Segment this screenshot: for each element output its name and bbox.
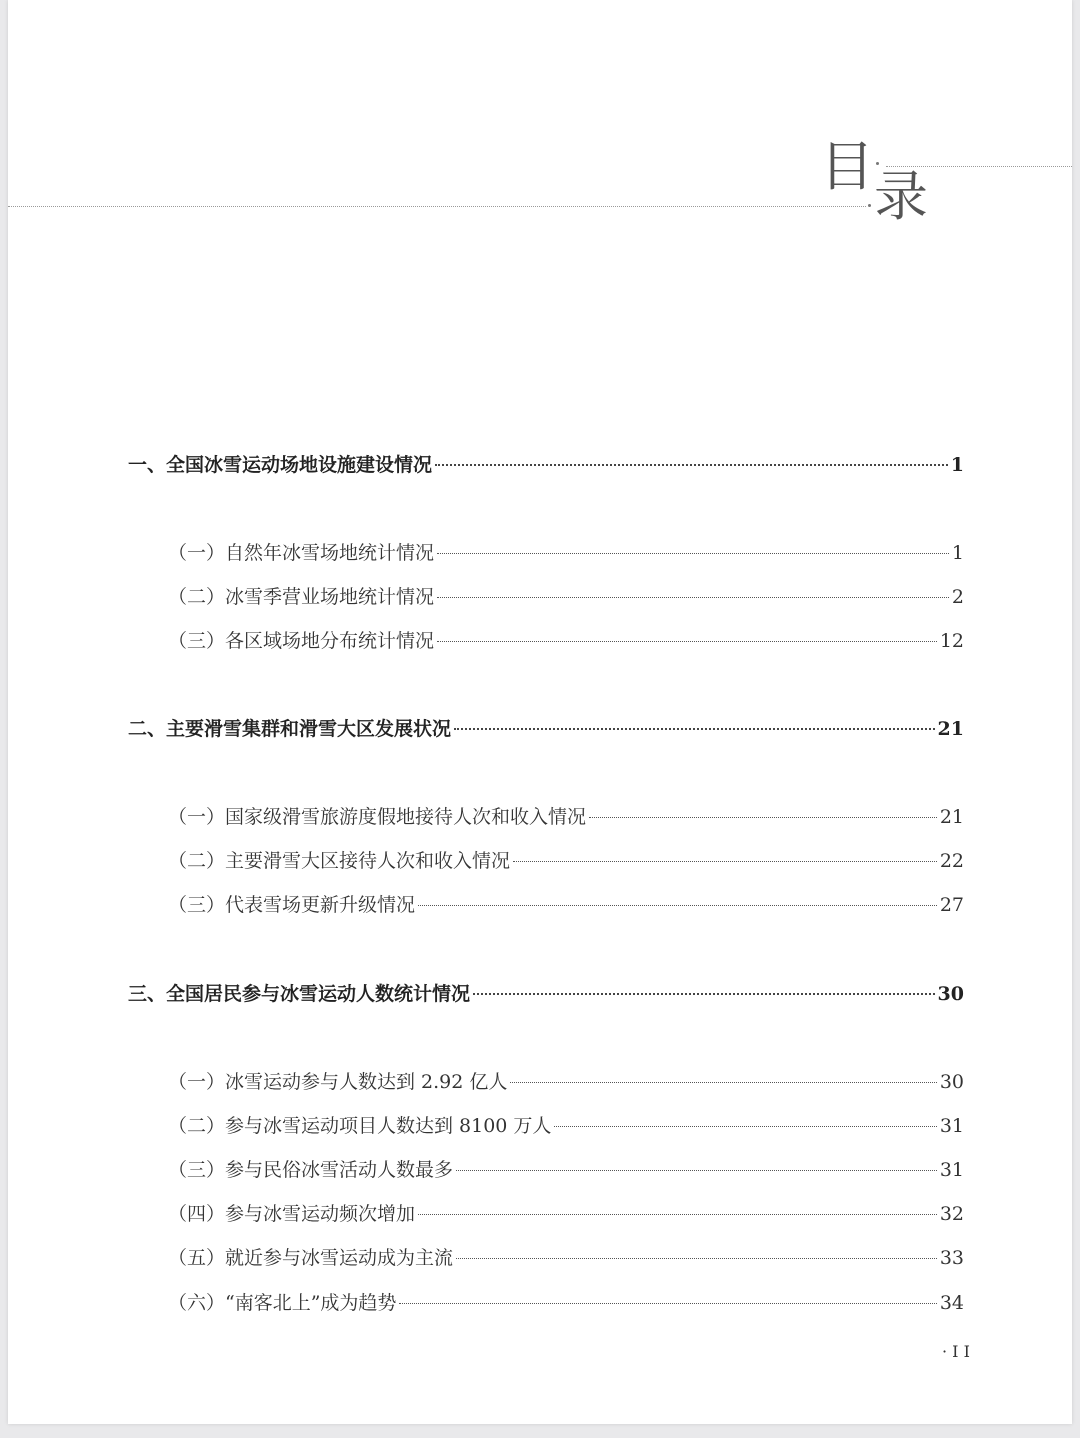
dot-leader <box>437 597 949 598</box>
toc-title <box>8 0 1072 260</box>
dot-leader <box>399 1303 936 1304</box>
dot-leader <box>589 817 937 818</box>
toc-entry[interactable] <box>168 1288 964 1318</box>
toc-entry[interactable] <box>168 1199 964 1229</box>
dot-leader <box>456 1258 937 1259</box>
toc-section-1[interactable] <box>128 450 964 480</box>
toc-page-number: 1 <box>951 542 964 564</box>
toc-entry[interactable] <box>168 846 964 876</box>
toc-page-number: 30 <box>939 1071 964 1093</box>
toc-label: （三）各区域场地分布统计情况 <box>168 630 435 652</box>
toc-label: （二）参与冰雪运动项目人数达到 8100 万人 <box>168 1115 552 1137</box>
toc-page-number: 21 <box>939 806 964 828</box>
toc-entry[interactable] <box>168 626 964 656</box>
dot-leader <box>435 464 948 466</box>
dot-leader <box>418 905 937 906</box>
toc-label: （一）国家级滑雪旅游度假地接待人次和收入情况 <box>168 806 587 828</box>
dot-leader <box>554 1126 936 1127</box>
toc-page-number: 33 <box>939 1247 964 1269</box>
dot-leader <box>510 1082 936 1083</box>
toc-label: 二、主要滑雪集群和滑雪大区发展状况 <box>128 718 452 740</box>
toc-label: （一）自然年冰雪场地统计情况 <box>168 542 435 564</box>
toc-label: （二）冰雪季营业场地统计情况 <box>168 586 435 608</box>
rule-dot-mark <box>868 204 871 207</box>
title-char-lu: 录 <box>874 165 928 228</box>
title-char-mu: 目 <box>820 135 874 198</box>
toc-entry[interactable] <box>168 1155 964 1185</box>
toc-page-number: 34 <box>939 1292 964 1314</box>
toc-entry[interactable] <box>168 1067 964 1097</box>
document-page <box>8 0 1072 1424</box>
toc-entry[interactable] <box>168 1111 964 1141</box>
dot-leader <box>437 641 937 642</box>
toc-entry[interactable] <box>168 582 964 612</box>
toc-label: （六）“南客北上”成为趋势 <box>168 1292 397 1314</box>
dot-leader <box>437 553 949 554</box>
page-folio: · I I <box>942 1342 970 1361</box>
toc-label: （三）代表雪场更新升级情况 <box>168 894 416 916</box>
toc-label: （一）冰雪运动参与人数达到 2.92 亿人 <box>168 1071 508 1093</box>
toc-label: （五）就近参与冰雪运动成为主流 <box>168 1247 454 1269</box>
toc-label: （二）主要滑雪大区接待人次和收入情况 <box>168 850 511 872</box>
dot-leader <box>418 1214 937 1215</box>
toc-page-number: 1 <box>950 454 964 476</box>
toc-page-number: 12 <box>939 630 964 652</box>
toc-label: （三）参与民俗冰雪活动人数最多 <box>168 1159 454 1181</box>
toc-page-number: 31 <box>939 1159 964 1181</box>
toc-entry[interactable] <box>168 890 964 920</box>
toc-entry[interactable] <box>168 1243 964 1273</box>
toc-label: （四）参与冰雪运动频次增加 <box>168 1203 416 1225</box>
title-rule-left <box>8 206 866 207</box>
toc-section-3[interactable] <box>128 979 964 1009</box>
dot-leader <box>454 728 935 730</box>
toc-label: 三、全国居民参与冰雪运动人数统计情况 <box>128 983 471 1005</box>
toc-page-number: 27 <box>939 894 964 916</box>
toc-page-number: 32 <box>939 1203 964 1225</box>
toc-page-number: 2 <box>951 586 964 608</box>
toc-label: 一、全国冰雪运动场地设施建设情况 <box>128 454 433 476</box>
toc-page-number: 30 <box>937 983 964 1005</box>
dot-leader <box>513 861 937 862</box>
toc-section-2[interactable] <box>128 714 964 744</box>
dot-leader <box>456 1170 937 1171</box>
toc-page-number: 22 <box>939 850 964 872</box>
dot-leader <box>473 993 935 995</box>
toc-page-number: 31 <box>939 1115 964 1137</box>
toc-entry[interactable] <box>168 538 964 568</box>
toc-page-number: 21 <box>937 718 964 740</box>
toc-entry[interactable] <box>168 802 964 832</box>
